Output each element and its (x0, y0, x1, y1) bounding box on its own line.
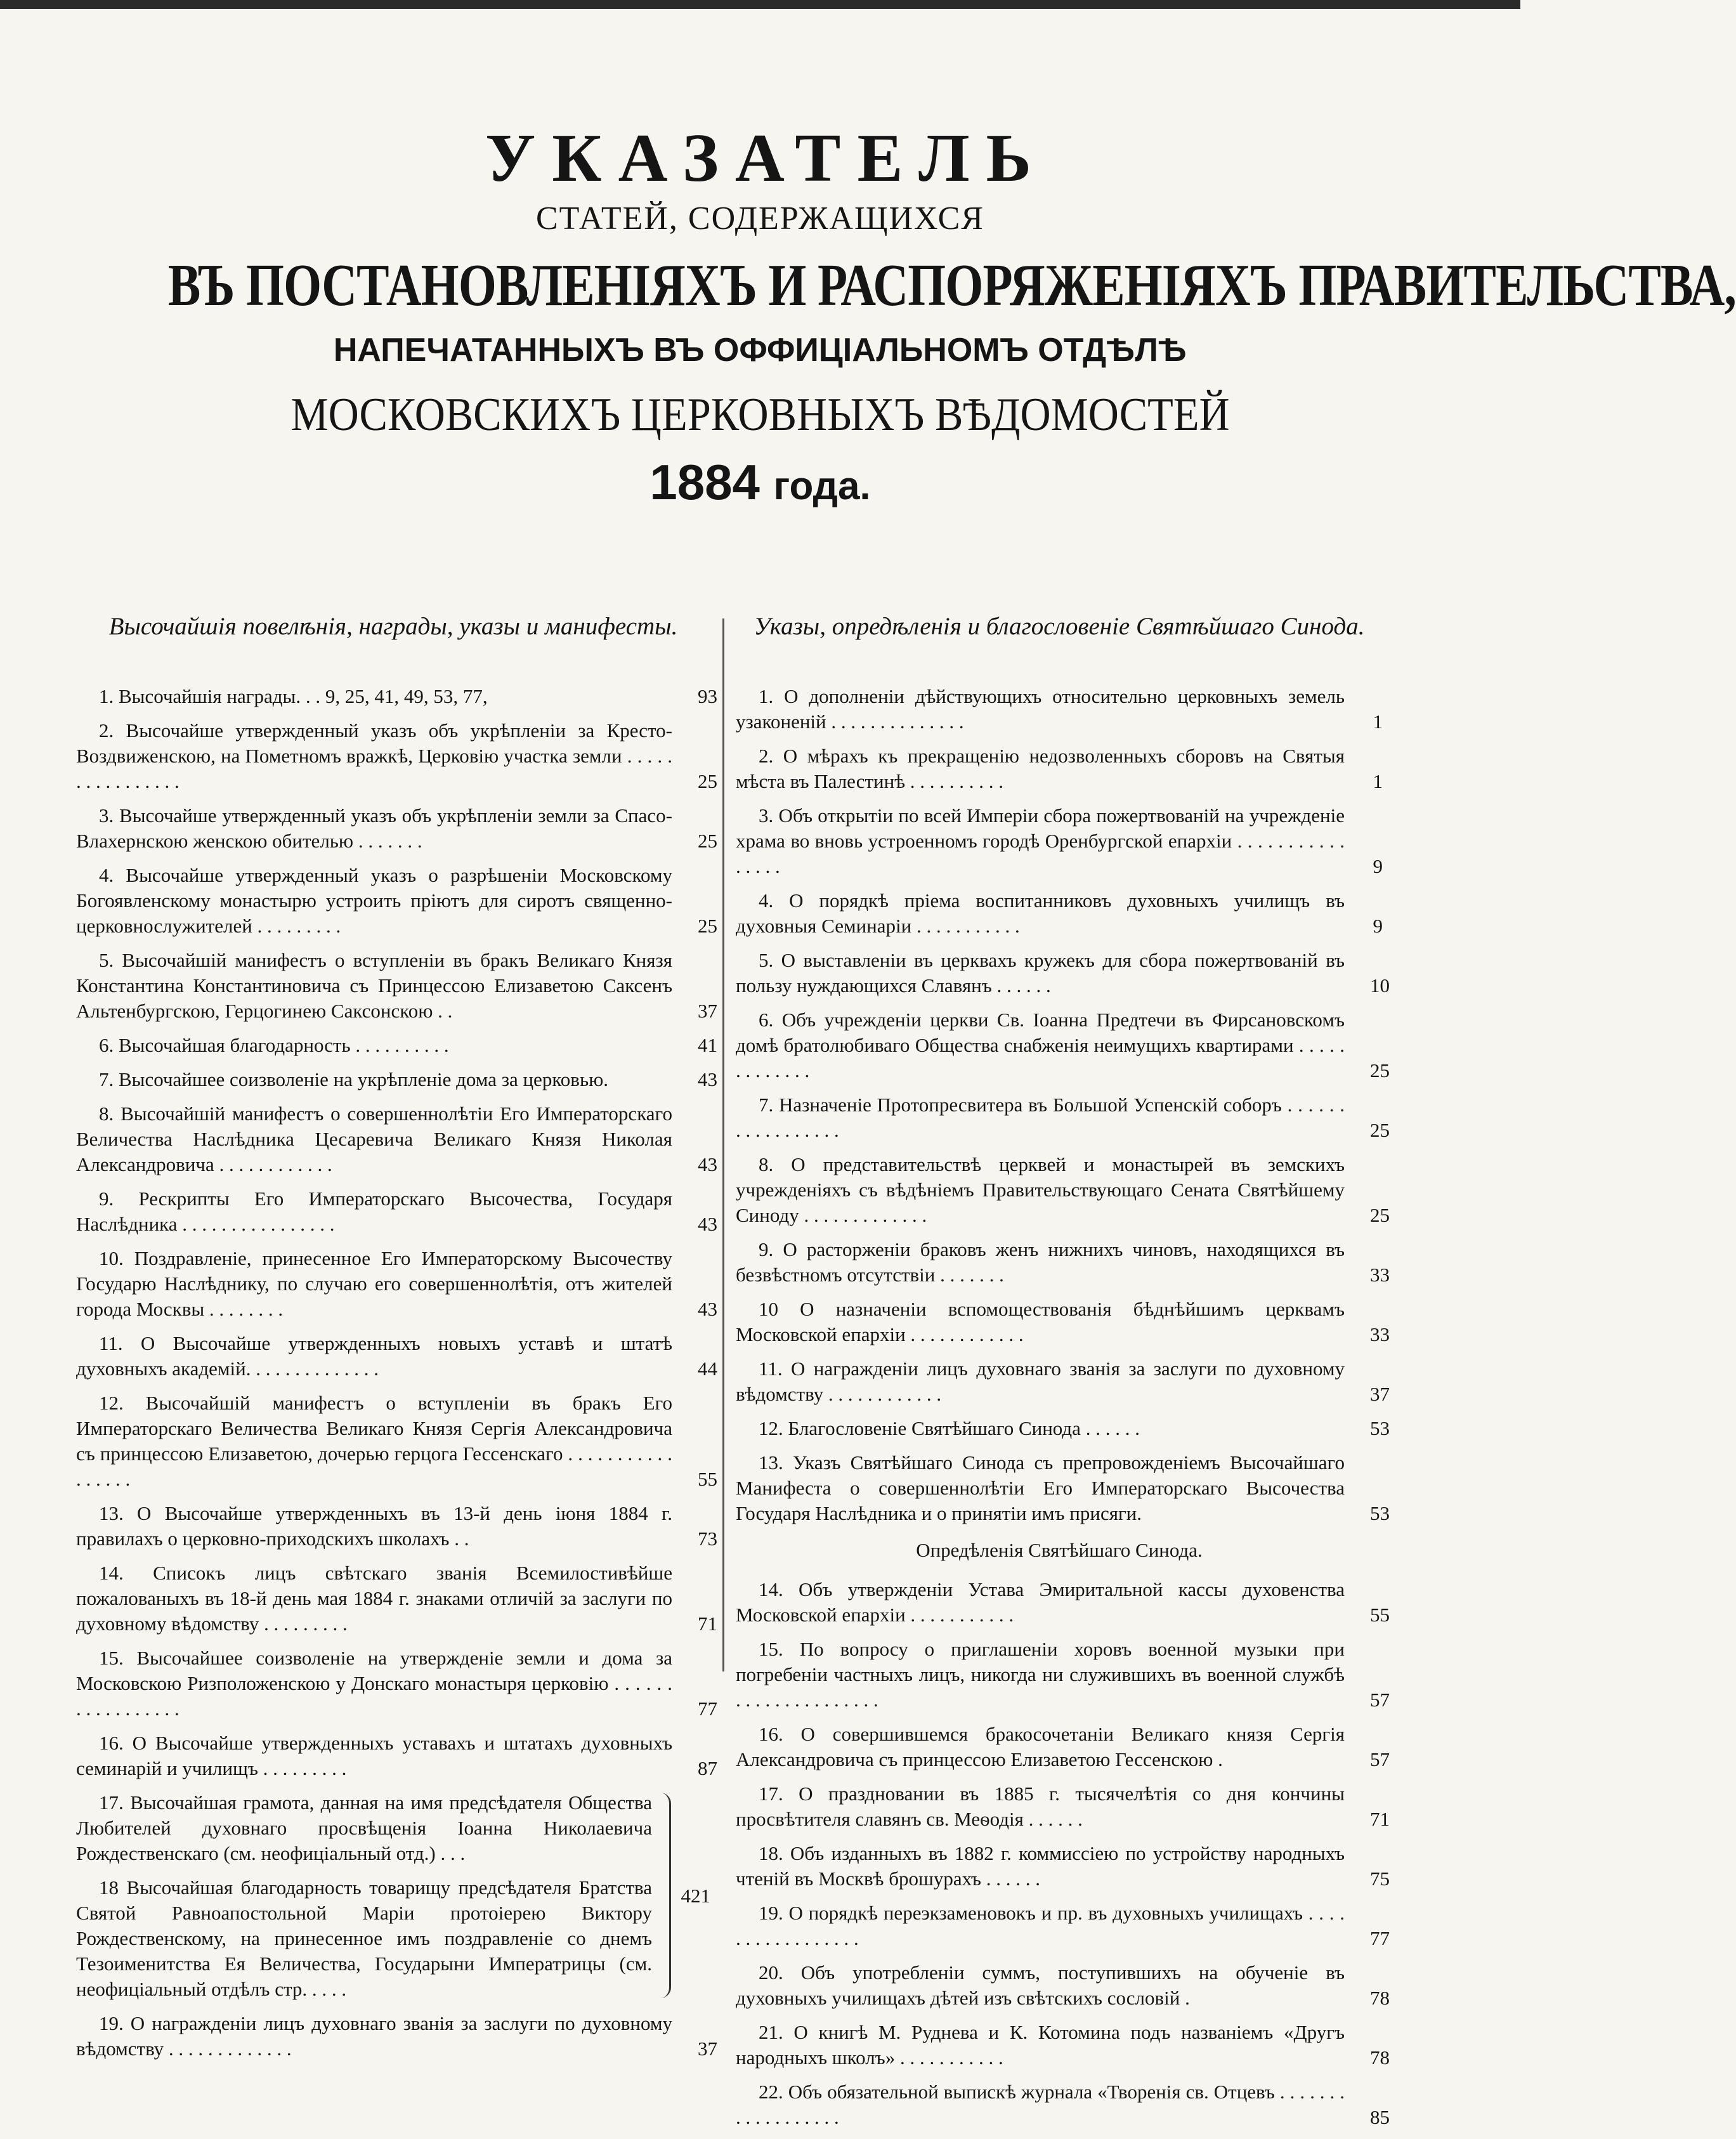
left-entry-list (76, 684, 717, 1781)
list-item (736, 684, 1383, 735)
right-column-title: Указы, опредѣленія и благословеніе Святѣйшаго Синода. (754, 613, 1365, 640)
entry-text: 14. Списокъ лицъ свѣтскаго званія Всемилостивѣйше пожалованыхъ въ 18-й день мая 1884 г. знаками отличій за заслуги по духовному вѣдомству . . . . . . . . . (76, 1562, 672, 1635)
entry-text: 18 Высочайшая благодарность товарищу предсѣдателя Братства Святой Равноапостольной Маріи протоіерею Виктору Рождественскому, на принесенное имъ поздравленіе со днемъ Тезоименитства Ея Величества, Государыни Императрицы (см. неофиціальный отдѣлъ стр. . . . . (76, 1876, 652, 2000)
right-entry-list (736, 684, 1390, 1526)
page-number: 25 (698, 915, 717, 937)
list-item (736, 1841, 1390, 1892)
page-number: 1 (1373, 710, 1383, 733)
entry-text: 5. О выставленіи въ церквахъ кружекъ для сбора пожертвованій въ пользу нуждающихся Славянъ . . . . . . (736, 949, 1345, 997)
entry-text: 19. О награжденіи лицъ духовнаго званія за заслуги по духовному вѣдомству . . . . . . . . . . . . . (76, 2012, 672, 2060)
left-column-title: Высочайшія повелѣнія, награды, указы и манифесты. (108, 613, 678, 640)
entry-text: 1. О дополненіи дѣйствующихъ относительно церковныхъ земель узаконеній . . . . . . . . . . . . . . (736, 685, 1345, 733)
entry-text: 16. О Высочайше утвержденныхъ уставахъ и штатахъ духовныхъ семинарій и училищъ . . . . . . . . . (76, 1732, 672, 1779)
entry-text: 9. Рескрипты Его Императорскаго Высочества, Государя Наслѣдника . . . . . . . . . . . . . . . . (76, 1187, 672, 1235)
list-item (736, 1152, 1390, 1228)
list-item (736, 1297, 1390, 1347)
subtitle-line-sans: НАПЕЧАТАННЫХЪ ВЪ ОФФИЦІАЛЬНОМЪ ОТДѢЛѢ (333, 332, 1187, 369)
page-number: 1 (1373, 770, 1383, 792)
page-number: 78 (1370, 1987, 1390, 2009)
page-number: 57 (1370, 1689, 1390, 1711)
list-item (736, 2020, 1390, 2070)
entry-text: 13. Указъ Святѣйшаго Синода съ препровожденіемъ Высочайшаго Манифеста о совершеннолѣтіи Его Императорскаго Высочества Государя Наслѣдника и о принятіи имъ присяги. (736, 1451, 1345, 1524)
list-item (76, 1390, 717, 1492)
list-item (76, 1033, 717, 1058)
entry-text: 8. Высочайшій манифестъ о совершеннолѣтіи Его Императорскаго Величества Наслѣдника Цесаревича Великаго Князя Николая Александровича . . . . . . . . . . . . (76, 1102, 672, 1175)
left-column (76, 609, 717, 2070)
list-item (736, 1722, 1390, 1772)
list-item (736, 1416, 1390, 1441)
list-item (736, 1237, 1390, 1288)
page-number: 41 (698, 1034, 717, 1056)
list-item (76, 684, 717, 709)
page-number: 55 (1370, 1604, 1390, 1626)
list-item (76, 2011, 717, 2062)
page-number: 33 (1370, 1323, 1390, 1345)
page-number: 9 (1373, 915, 1383, 937)
year-suffix: года. (773, 464, 871, 508)
list-item (76, 863, 717, 939)
page-number: 77 (698, 1697, 717, 1720)
page-number: 71 (1370, 1808, 1390, 1830)
entry-text: 7. Назначеніе Протопресвитера въ Большой Успенскій соборъ . . . . . . . . . . . . . . . . . (736, 1094, 1345, 1141)
page-number: 43 (698, 1213, 717, 1235)
list-item (76, 1501, 717, 1552)
entry-text: 15. По вопросу о приглашеніи хоровъ военной музыки при погребеніи частныхъ лицъ, никогда ни служившихъ въ военной службѣ . . . . . . . . . . . . . . . (736, 1638, 1345, 1711)
list-item (736, 1092, 1390, 1143)
list-item (76, 1790, 652, 1866)
list-item (76, 1645, 717, 1722)
list-item (76, 1331, 717, 1382)
page-number: 25 (1370, 1059, 1390, 1082)
page-number: 44 (698, 1357, 717, 1380)
page-number: 78 (1370, 2046, 1390, 2069)
list-item (76, 1186, 717, 1237)
entry-text: 6. Высочайшая благодарность . . . . . . . . . . (99, 1034, 449, 1056)
page-title: УКАЗАТЕЛЬ (485, 121, 1048, 196)
entry-text: 5. Высочайшій манифестъ о вступленіи въ бракъ Великаго Князя Константина Константиновича съ Принцессою Елизаветою Саксенъ Альтенбургскою, Герцогинею Саксонскою . . (76, 949, 672, 1022)
entry-text: 2. Высочайше утвержденный указъ объ укрѣпленіи за Кресто-Воздвиженскою, на Пометномъ вражкѣ, Церковію участка земли . . . . . . . . . . . . . . . . (76, 719, 672, 792)
entry-text: 16. О совершившемся бракосочетаніи Великаго князя Сергія Александровича съ принцессою Елизаветою Гессенскою . (736, 1723, 1345, 1770)
list-item (736, 1007, 1390, 1083)
page-number: 87 (698, 1757, 717, 1779)
entry-text: 4. Высочайше утвержденный указъ о разрѣшеніи Московскому Богоявленскому монастырю устроить пріютъ для сиротъ священно-церковнослужителей . . . . . . . . . (76, 864, 672, 937)
page-number: 25 (1370, 1119, 1390, 1141)
entry-text: 22. Объ обязательной выпискѣ журнала «Творенія св. Отцевъ . . . . . . . . . . . . . . . . . . (736, 2081, 1345, 2128)
page-number: 25 (698, 770, 717, 792)
publication-name: МОСКОВСКИХЪ ЦЕРКОВНЫХЪ ВѢДОМОСТЕЙ (290, 389, 1230, 441)
entry-text: 3. Объ открытіи по всей Имперіи сбора пожертвованій на учрежденіе храма во вновь устроенномъ городѣ Оренбургской епархіи . . . . . . . . . . . . . . . . (736, 804, 1345, 877)
page-number: 55 (698, 1468, 717, 1490)
entry-text: 1. Высочайшія награды. . . 9, 25, 41, 49, 53, 77, (99, 685, 488, 707)
list-item (736, 1637, 1390, 1713)
list-item (736, 1900, 1390, 1951)
right-column (736, 609, 1390, 2139)
page-number: 43 (698, 1298, 717, 1320)
scan-edge (0, 0, 1520, 9)
entry-text: 12. Высочайшій манифестъ о вступленіи въ бракъ Его Императорскаго Величества Великаго Князя Сергія Александровича съ принцессою Елизаветою, дочерью герцога Гессенскаго . . . . . . . . . . . . . . . . . (76, 1392, 672, 1490)
entry-text: 17. О праздновании въ 1885 г. тысячелѣтія со дня кончины просвѣтителя славянъ св. Меѳодія . . . . . . (736, 1782, 1345, 1830)
entry-text: 7. Высочайшее соизволеніе на укрѣпленіе дома за церковью. (99, 1068, 608, 1090)
entry-text: 21. О книгѣ М. Руднева и К. Котомина подъ названіемъ «Другъ народныхъ школъ» . . . . . . . . . . . (736, 2021, 1345, 2069)
page-number: 53 (1370, 1417, 1390, 1439)
column-divider (722, 618, 724, 1671)
entry-text: 6. Объ учрежденіи церкви Св. Іоанна Предтечи въ Фирсановскомъ домѣ братолюбиваго Общества снабженія неимущихъ квартирами . . . . . . . . . . . . . (736, 1009, 1345, 1082)
page-number: 25 (1370, 1204, 1390, 1226)
list-item (736, 1450, 1390, 1526)
section-subheading: Опредѣленія Святѣйшаго Синода. (916, 1539, 1203, 1561)
entry-text: 18. Объ изданныхъ въ 1882 г. коммиссіею по устройству народныхъ чтеній въ Москвѣ брошурахъ . . . . . . (736, 1842, 1345, 1890)
page-number: 73 (698, 1527, 717, 1550)
list-item (736, 1356, 1390, 1407)
list-item (76, 1101, 717, 1177)
grouped-page-number: 421 (681, 1885, 710, 1907)
list-item (736, 948, 1390, 998)
entry-text: 20. Объ употребленіи суммъ, поступившихъ на обученіе въ духовныхъ училищахъ дѣтей изъ свѣтскихъ сословій . (736, 1961, 1345, 2009)
entry-text: 12. Благословеніе Святѣйшаго Синода . . . . . . (759, 1417, 1140, 1439)
entry-text: 9. О расторженіи браковъ женъ нижнихъ чиновъ, находящихся въ безвѣстномъ отсутствіи . . . . . . . (736, 1238, 1345, 1286)
list-item (76, 1067, 717, 1092)
page-number: 75 (1370, 1868, 1390, 1890)
list-item (76, 718, 717, 794)
page-number: 57 (1370, 1748, 1390, 1770)
grouped-entries (76, 1790, 710, 2002)
entry-text: 11. О Высочайше утвержденныхъ новыхъ уставѣ и штатѣ духовныхъ академій. . . . . . . . . . . . . . (76, 1332, 672, 1380)
list-item (76, 1730, 717, 1781)
year-line (38, 450, 1482, 518)
grouped-entry-list (76, 1790, 652, 2002)
list-item (736, 803, 1383, 879)
brace-mark (660, 1793, 671, 1998)
list-item (76, 1560, 717, 1637)
list-item (736, 1960, 1390, 2011)
page-number: 93 (698, 685, 717, 707)
page-number: 9 (1373, 855, 1383, 877)
page-number: 71 (698, 1612, 717, 1635)
entry-text: 8. О представительствѣ церквей и монастырей въ земскихъ учрежденіяхъ съ вѣдѣніемъ Правительствующаго Сената Святѣйшему Синоду . . . . . . . . . . . . . (736, 1153, 1345, 1226)
entry-text: 19. О порядкѣ переэкзаменовокъ и пр. въ духовныхъ училищахъ . . . . . . . . . . . . . . . . . (736, 1902, 1345, 1949)
list-item (76, 1875, 652, 2002)
entry-text: 4. О порядкѣ пріема воспитанниковъ духовныхъ училищъ въ духовныя Семинаріи . . . . . . . . . . . (736, 889, 1345, 937)
page-header (38, 121, 1736, 518)
list-item (736, 743, 1383, 794)
list-item (736, 1781, 1390, 1832)
entry-text: 2. О мѣрахъ къ прекращенію недозволенныхъ сборовъ на Святыя мѣста въ Палестинѣ . . . . . . . . . . (736, 745, 1345, 792)
page-number: 37 (698, 1000, 717, 1022)
entry-text: 11. О награжденіи лицъ духовнаго званія за заслуги по духовному вѣдомству . . . . . . . . . . . . (736, 1357, 1345, 1405)
list-item (76, 1246, 717, 1322)
list-item (76, 948, 717, 1024)
subtitle-line-large: ВЪ ПОСТАНОВЛЕНІЯХЪ И РАСПОРЯЖЕНІЯХЪ ПРАВИТЕЛЬСТВА, (167, 252, 1736, 318)
entry-text: 14. Объ утвержденіи Устава Эмиритальной кассы духовенства Московской епархіи . . . . . . . . . . . (736, 1578, 1345, 1626)
page-number: 85 (1370, 2106, 1390, 2128)
page-number: 43 (698, 1153, 717, 1175)
list-item (736, 1577, 1390, 1628)
entry-text: 15. Высочайшее соизволеніе на утвержденіе земли и дома за Московскою Ризположенскою у Донскаго монастыря церковію . . . . . . . . . . . . . . . . . (76, 1647, 672, 1720)
page-number: 37 (698, 2038, 717, 2060)
page-number: 43 (698, 1068, 717, 1090)
page-number: 33 (1370, 1264, 1390, 1286)
entry-text: 10 О назначеніи вспомоществованія бѣднѣйшимъ церквамъ Московской епархіи . . . . . . . . . . . . (736, 1298, 1345, 1345)
page-number: 25 (698, 830, 717, 852)
entry-text: 10. Поздравленіе, принесенное Его Императорскому Высочеству Государю Наслѣднику, по случаю его совершеннолѣтія, отъ жителей города Москвы . . . . . . . . (76, 1247, 672, 1320)
subtitle-line: СТАТЕЙ, СОДЕРЖАЩИХСЯ (536, 200, 984, 237)
right-entry-list-2 (736, 1577, 1390, 2130)
entry-text: 13. О Высочайше утвержденныхъ въ 13-й день іюня 1884 г. правилахъ о церковно-приходскихъ школахъ . . (76, 1502, 672, 1550)
page-number: 77 (1370, 1927, 1390, 1949)
list-item (736, 2079, 1390, 2130)
page-number: 37 (1370, 1383, 1390, 1405)
page-number: 53 (1370, 1502, 1390, 1524)
entry-text: 17. Высочайшая грамота, данная на имя предсѣдателя Общества Любителей духовнаго просвѣщенія Іоанна Николаевича Рождественскаго (см. неофиціальный отд.) . . . (76, 1791, 652, 1864)
year: 1884 (649, 454, 760, 510)
list-item (736, 888, 1383, 939)
page-number: 10 (1370, 974, 1390, 997)
list-item (76, 803, 717, 854)
entry-text: 3. Высочайше утвержденный указъ объ укрѣпленіи земли за Спасо-Влахернскою женскою обителью . . . . . . . (76, 804, 672, 852)
